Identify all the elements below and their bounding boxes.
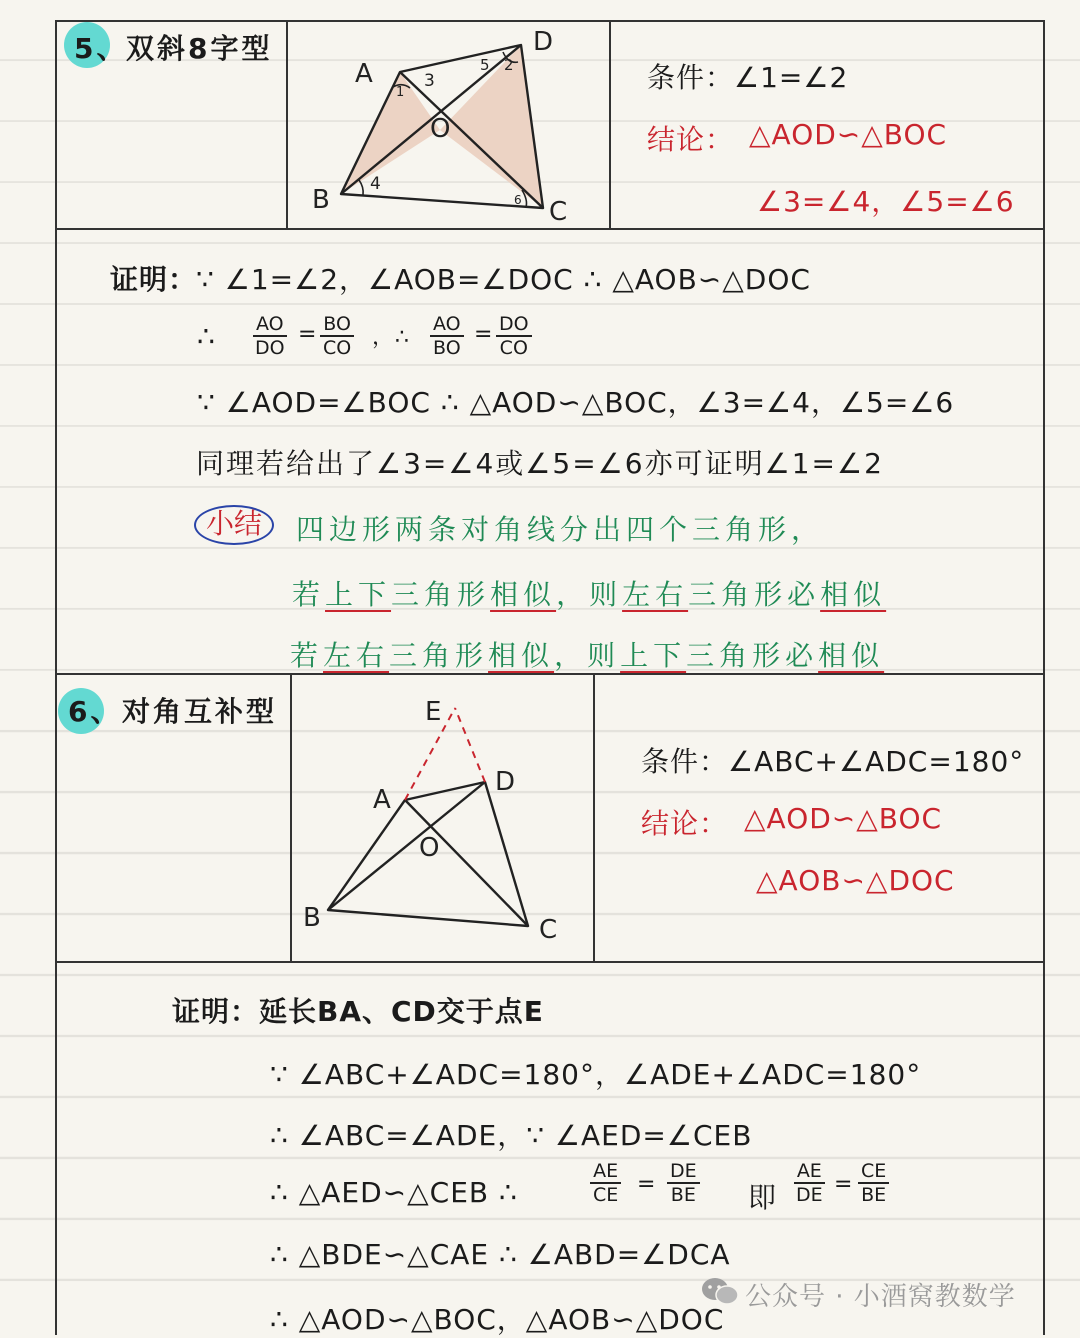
s6-conclusion-label: 结论： [641, 807, 729, 840]
s5-divider-1 [286, 20, 288, 230]
s5-sum2-g: 三角形必 [688, 578, 821, 611]
s5-angle-label-3: 3 [424, 71, 435, 91]
s5-sum2-c: 三角形 [391, 578, 491, 611]
s6-frac-DE-BE [667, 1160, 700, 1206]
s5-frac-equals-2: = [474, 322, 493, 347]
s6-frac-AE-DE [793, 1160, 826, 1206]
s5-label-C: C [549, 197, 568, 225]
right-border [1043, 20, 1045, 1335]
s5-proof-label: 证明： [110, 263, 198, 296]
s6-label-D: D [495, 767, 516, 797]
s6-frac4-num: CE [858, 1160, 889, 1184]
s5-summary-line-1: 四边形两条对角线分出四个三角形， [296, 513, 825, 546]
s6-proof-line-5: ∴ △BDE∽△CAE ∴ ∠ABD=∠DCA [270, 1238, 731, 1271]
s5-summary-line-3 [290, 634, 884, 674]
s6-label-O: O [419, 833, 440, 863]
s6-title: 对角互补型 [122, 695, 278, 728]
s6-frac2-den: BE [670, 1184, 696, 1206]
s5-sum2-a: 若 [292, 578, 326, 611]
s5-sum2-f: 左右 [622, 578, 689, 611]
s6-frac-equals-2: = [834, 1172, 853, 1197]
s5-angle-label-6: 6 [514, 193, 522, 207]
s5-sum2-b: 上下 [325, 578, 392, 611]
s5-diagram [300, 30, 600, 225]
s6-proof-line-3: ∴ ∠ABC=∠ADE，∵ ∠AED=∠CEB [270, 1119, 753, 1152]
s6-frac-AE-CE [590, 1160, 621, 1206]
left-border [55, 20, 57, 1335]
s6-conclusion-1: △AOD∽△BOC [744, 802, 943, 835]
s5-label-D: D [533, 30, 554, 57]
s6-frac3-num: AE [794, 1160, 825, 1184]
s5-angle-label-1: 1 [396, 85, 405, 100]
s5-angle-arc-B [359, 180, 363, 195]
s6-frac-equals-1: = [637, 1172, 656, 1197]
s5-proof-line-4: 同理若给出了∠3=∠4或∠5=∠6亦可证明∠1=∠2 [196, 447, 884, 480]
s5-frac3-num: AO [430, 313, 464, 337]
s6-label-E: E [425, 697, 442, 727]
s5-frac-AO-DO [252, 313, 288, 359]
s6-number: 6、 [68, 695, 122, 728]
s5-sum3-a: 若 [290, 639, 324, 672]
s6-label-A: A [373, 785, 391, 815]
s5-sum3-h: 相似 [818, 639, 885, 672]
s5-sum3-e: ，则 [554, 639, 621, 672]
s6-proof-line-2: ∵ ∠ABC+∠ADC=180°，∠ADE+∠ADC=180° [270, 1058, 922, 1091]
s5-condition: 条件：∠1=∠2 [647, 61, 849, 94]
s5-frac-DO-CO [496, 313, 532, 359]
s6-proof-line-1: 证明：延长BA、CD交于点E [172, 995, 544, 1028]
s5-summary-line-2 [292, 573, 886, 613]
s5-conclusion-1: △AOD∽△BOC [749, 118, 948, 151]
s5-label-O: O [430, 114, 451, 144]
s5-frac-AO-BO [430, 313, 464, 359]
s6-condition: 条件：∠ABC+∠ADC=180° [641, 745, 1025, 778]
s5-sum2-h: 相似 [820, 578, 887, 611]
s5-frac4-num: DO [496, 313, 532, 337]
s5-title: 双斜8字型 [126, 32, 273, 65]
s5-frac2-den: CO [323, 337, 352, 359]
s5-conclusion-2: ∠3=∠4，∠5=∠6 [757, 185, 1015, 218]
s6-proof-line-6: ∴ △AOD∽△BOC，△AOB∽△DOC [270, 1303, 725, 1336]
s6-label-B: B [303, 903, 321, 933]
s5-angle-label-4: 4 [370, 174, 381, 194]
s5-sum3-f: 上下 [620, 639, 687, 672]
s6-extension-DE [455, 708, 485, 782]
s5-angle-label-2: 2 [504, 56, 514, 74]
s6-divider-1 [290, 673, 292, 963]
s5-frac-BO-CO [320, 313, 354, 359]
s6-proof-line-4b: 即 [748, 1181, 778, 1214]
s6-divider-2 [593, 673, 595, 963]
s5-proof-line-1: ∵ ∠1=∠2，∠AOB=∠DOC ∴ △AOB∽△DOC [196, 263, 811, 296]
top-border [55, 20, 1045, 22]
s5-proof-line-2-therefore: ∴ [197, 320, 216, 353]
s5-sum3-b: 左右 [323, 639, 390, 672]
s5-sum2-e: ，则 [556, 578, 623, 611]
s5-divider-2 [609, 20, 611, 230]
s6-frac-CE-BE [858, 1160, 889, 1206]
s5-sum3-d: 相似 [488, 639, 555, 672]
s6-frac3-den: DE [796, 1184, 823, 1206]
s6-frac2-num: DE [667, 1160, 700, 1184]
s5-frac1-den: DO [255, 337, 285, 359]
s5-header-bottom [55, 228, 1045, 230]
s5-label-A: A [355, 59, 373, 89]
s6-conclusion-2: △AOB∽△DOC [756, 864, 955, 897]
s6-frac4-den: BE [861, 1184, 887, 1206]
s5-proof-line-3: ∵ ∠AOD=∠BOC ∴ △AOD∽△BOC，∠3=∠4，∠5=∠6 [197, 386, 955, 419]
s5-summary-label: 小结 [194, 505, 274, 545]
s6-diagram [295, 690, 585, 955]
s5-frac-equals-1: = [298, 322, 317, 347]
wechat-icon [700, 1276, 740, 1308]
s6-frac1-num: AE [590, 1160, 621, 1184]
s5-frac1-num: AO [253, 313, 287, 337]
s5-proof-line-2-mid: ，∴ [372, 325, 410, 350]
s5-sum2-d: 相似 [490, 578, 557, 611]
s6-label-C: C [539, 915, 558, 945]
watermark: 公众号 · 小酒窝教数学 [745, 1282, 1016, 1312]
s5-frac3-den: BO [433, 337, 461, 359]
s5-frac4-den: CO [499, 337, 528, 359]
s5-frac2-num: BO [320, 313, 354, 337]
s5-conclusion-label: 结论： [647, 123, 735, 156]
s5-number: 5、 [74, 32, 128, 65]
s5-angle-label-5: 5 [480, 56, 490, 74]
s5-sum3-g: 三角形必 [686, 639, 819, 672]
s6-frac1-den: CE [593, 1184, 619, 1206]
s5-label-B: B [312, 185, 330, 215]
s6-proof-line-4a: ∴ △AED∽△CEB ∴ [270, 1176, 518, 1209]
s6-header-bottom [55, 961, 1045, 963]
s5-sum3-c: 三角形 [389, 639, 489, 672]
